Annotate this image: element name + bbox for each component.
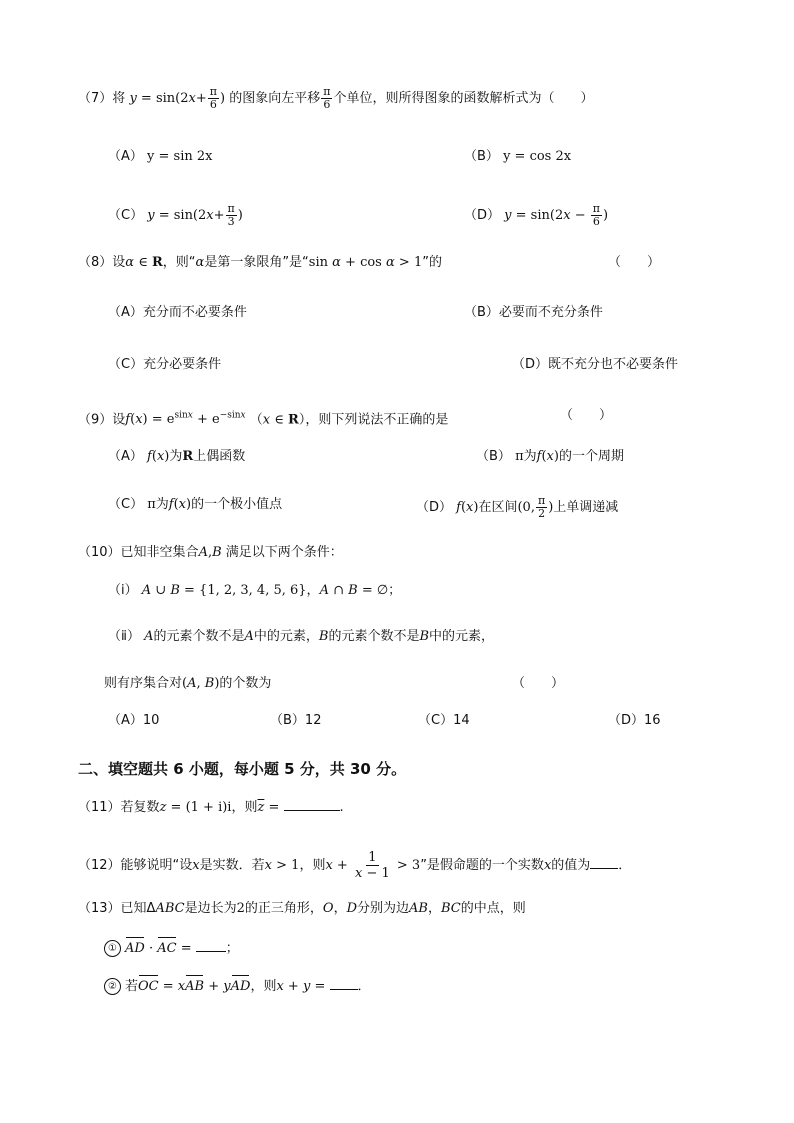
q8-stem: （8）设α ∈ R，则“α是第一象限角”是“sin α + cos α > 1”的 (78, 255, 442, 270)
q9-option-d: （D） f(x)在区间(0, $\frac{\pi}{2}$ )上单调递减 (416, 494, 619, 520)
q12: （12）能够说明“设x是实数．若x > 1，则x + $\frac{1}{x - 1}$ > 3”是假命题的一个实数x的值为 ． (78, 850, 632, 881)
q9-stem: （9）设$f(x) = e^{sinx} + e^{-sinx}$ （x ∈ R），则下列说法不正确的是 (78, 411, 449, 428)
q10-condition-2: （ⅱ） A的元素个数不是A中的元素，B的元素个数不是B中的元素， (108, 629, 495, 644)
q10-option-c: （C）14 (418, 713, 470, 728)
q8-paren: （ ） (608, 255, 661, 270)
q7-stem: （7）将 y = sin(2x+ $\frac{\pi}{6}$ ) 的图象向左平移 $\frac{\pi}{6}$ 个单位，则所得图象的函数解析式为（ ） (78, 85, 594, 111)
q10-option-b: （B）12 (270, 713, 322, 728)
q9-paren: （ ） (560, 408, 613, 423)
q10-question: 则有序集合对(A, B)的个数为 (104, 676, 272, 691)
q10-option-d: （D）16 (608, 713, 661, 728)
q13-sub-2: ② 若OC = xAB + yAD，则x + y = ． (104, 977, 371, 997)
q13-sub-1: ① AD · AC = ； (104, 939, 239, 959)
q13-stem: （13）已知ΔABC是边长为2的正三角形，O，D分别为边AB，BC的中点，则 (78, 901, 526, 916)
q7-option-c: （C） y = sin(2x+ $\frac{\pi}{3}$ ) (108, 202, 243, 228)
q8-option-c: （C）充分必要条件 (108, 357, 222, 372)
q7-option-d: （D） y = sin(2x − $\frac{\pi}{6}$ ) (464, 202, 609, 228)
q10-paren: （ ） (512, 676, 565, 691)
q8-option-a: （A）充分而不必要条件 (108, 305, 247, 320)
q10-stem: （10）已知非空集合A,B 满足以下两个条件： (78, 545, 343, 560)
q7-option-a: （A） y = sin 2x (108, 149, 213, 164)
q10-condition-1: （ⅰ） A ∪ B = {1, 2, 3, 4, 5, 6}，A ∩ B = ∅； (108, 583, 402, 598)
section-2-heading: 二、填空题共 6 小题，每小题 5 分，共 30 分。 (78, 760, 407, 778)
q11: （11）若复数z = (1 + i)i，则$\overline{z}$ = . (78, 800, 344, 815)
q10-option-a: （A）10 (108, 713, 160, 728)
q9-option-b: （B） π为f(x)的一个周期 (476, 449, 624, 464)
q8-option-b: （B）必要而不充分条件 (464, 305, 603, 320)
q9-option-a: （A） f(x)为R上偶函数 (108, 449, 246, 464)
q8-option-d: （D）既不充分也不必要条件 (512, 357, 679, 372)
q9-option-c: （C） π为f(x)的一个极小值点 (108, 497, 283, 512)
q7-option-b: （B） y = cos 2x (464, 149, 572, 164)
